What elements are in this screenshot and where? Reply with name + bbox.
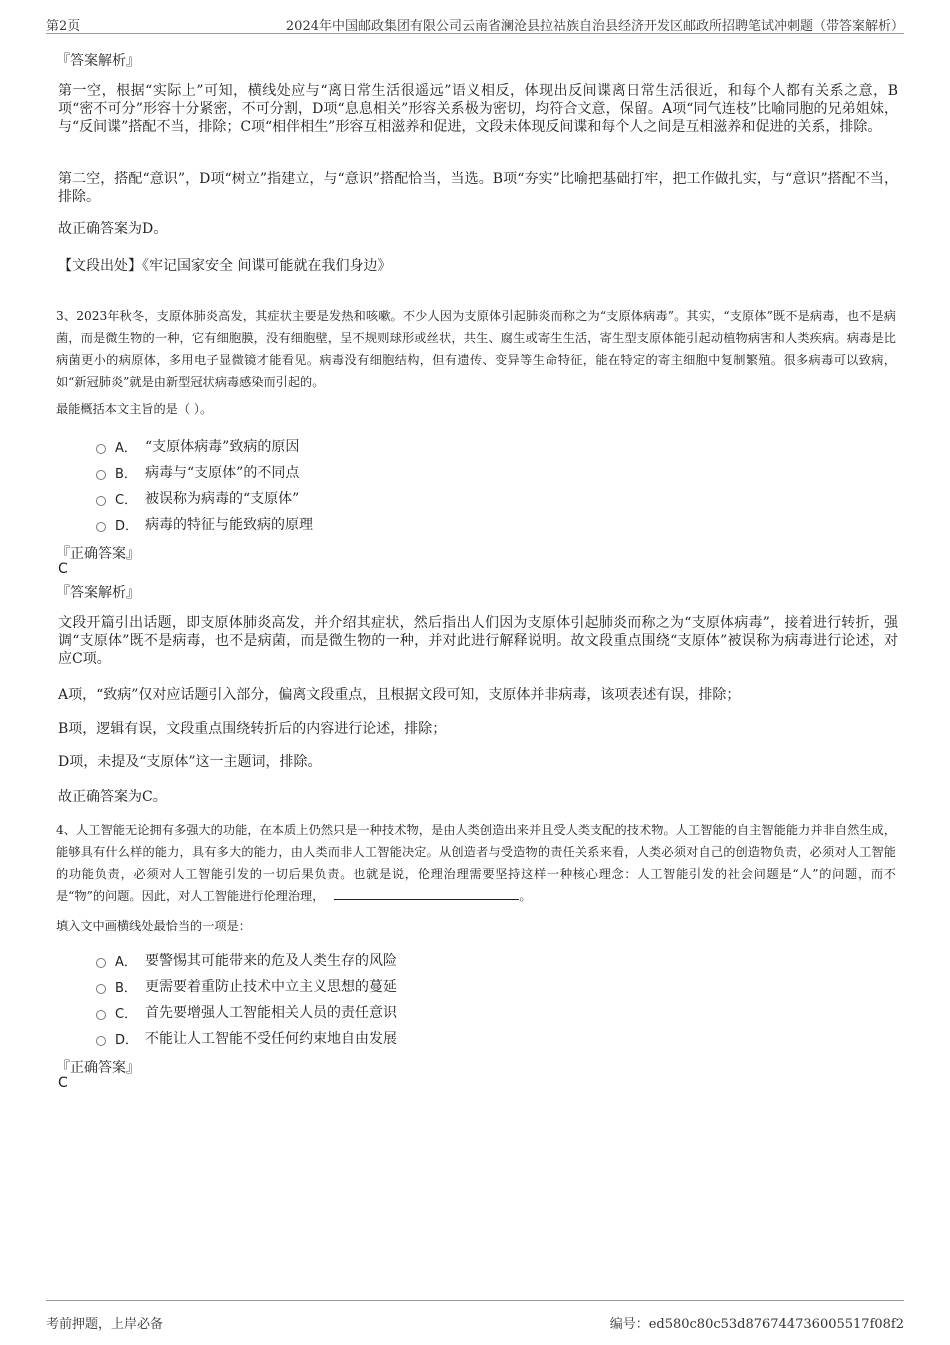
q3-option-b[interactable] [96, 462, 299, 482]
q4-question-body: 4、人工智能无论拥有多强大的功能，在本质上仍然只是一种技术物，是由人类创造出来并且受人类支配的技术物。人工智能的自主智能能力并非自然生成，能够具有什么样的能力，具有多大的能力，由人类而非人工智能决定。从创造者与受造物的责任关系来看，人类必须对自己的创造物负责，必须对人工智能的功能负责，必须对人工智能引发的一切后果负责。也就是说，伦理治理需要坚持这样一种核心理念：人工智能引发的社会问题是“人”的问题，而不是“物”的问题。因此，对人工智能进行伦理治理， [56, 823, 896, 903]
option-letter: D． [115, 518, 139, 534]
footer-note: 考前押题，上岸必备 [46, 1317, 164, 1332]
q3-option-a[interactable] [96, 436, 299, 456]
document-title: 2024年中国邮政集团有限公司云南省澜沧县拉祜族自治县经济开发区邮政所招聘笔试冲刺题（带答案解析） [285, 19, 904, 34]
document-serial: 编号：ed580c80c53d876744736005517f08f2 [609, 1317, 904, 1332]
q4-answer-label: 『正确答案』 [56, 1060, 140, 1076]
radio-icon[interactable] [96, 444, 106, 454]
q4-option-d[interactable] [96, 1028, 397, 1048]
option-letter: D． [115, 1032, 139, 1048]
option-letter: C． [115, 492, 138, 508]
radio-icon[interactable] [96, 522, 106, 532]
option-letter: A． [115, 954, 137, 970]
radio-icon[interactable] [96, 1010, 106, 1020]
q3-option-c[interactable] [96, 488, 299, 508]
q4-question-text [56, 819, 896, 907]
q3-analysis-a: A项，“致病”仅对应话题引入部分，偏离文段重点，且根据文段可知，支原体并非病毒，该项表述有误，排除； [58, 687, 741, 703]
q3-question-text: 3、2023年秋冬，支原体肺炎高发，其症状主要是发热和咳嗽。不少人因为支原体引起肺炎而称之为“支原体病毒”。其实，“支原体”既不是病毒，也不是病菌，而是微生物的一种，它有细胞膜，没有细胞壁，呈不规则球形或丝状，共生、腐生或寄生生活，寄生型支原体能引起动植物病害和人类疾病。病毒是比病菌更小的病原体，多用电子显微镜才能看见。病毒没有细胞结构，但有遗传、变异等生命特征，能在特定的寄主细胞中复制繁殖。很多病毒可以致病，如“新冠肺炎”就是由新型冠状病毒感染而引起的。 [56, 309, 896, 389]
option-text: 被误称为病毒的“支原体” [145, 491, 300, 507]
q4-option-c[interactable] [96, 1002, 397, 1022]
q3-analysis-d: D项，未提及“支原体”这一主题词，排除。 [58, 754, 322, 770]
q2-analysis-paragraph-2: 第二空，搭配“意识”，D项“树立”指建立，与“意识”搭配恰当，当选。B项“夯实”比喻把基础打牢，把工作做扎实，与“意识”搭配不当，排除。 [58, 171, 898, 205]
option-text: 病毒与“支原体”的不同点 [145, 465, 300, 481]
q4-option-b[interactable] [96, 976, 397, 996]
q3-conclusion: 故正确答案为C。 [58, 789, 167, 805]
q3-prompt: 最能概括本文主旨的是（ ）。 [56, 402, 213, 416]
q3-answer: C [58, 561, 68, 577]
option-text: 更需要着重防止技术中立主义思想的蔓延 [145, 979, 397, 995]
radio-icon[interactable] [96, 958, 106, 968]
option-text: 要警惕其可能带来的危及人类生存的风险 [145, 953, 397, 969]
option-letter: B． [115, 466, 137, 482]
q2-analysis-paragraph-1: 第一空，根据“实际上”可知，横线处应与“离日常生活很遥远”语义相反，体现出反间谍离日常生活很近，和每个人都有关系之意，B项“密不可分”形容十分紧密，不可分割，D项“息息相关”形容关系极为密切，均符合文意，保留。A项“同气连枝”比喻同胞的兄弟姐妹，与“反间谍”搭配不当，排除；C项“相伴相生”形容互相滋养和促进，文段未体现反间谍和每个人之间是互相滋养和促进的关系，排除。 [58, 83, 898, 135]
q3-analysis-b: B项，逻辑有误，文段重点围绕转折后的内容进行论述，排除； [58, 721, 447, 737]
option-text: 病毒的特征与能致病的原理 [145, 517, 313, 533]
q2-analysis-label: 『答案解析』 [56, 53, 140, 69]
option-text: “支原体病毒”致病的原因 [145, 439, 300, 455]
page-footer [46, 1300, 904, 1340]
q4-option-a[interactable] [96, 950, 397, 970]
radio-icon[interactable] [96, 984, 106, 994]
q3-analysis-paragraph: 文段开篇引出话题，即支原体肺炎高发，并介绍其症状，然后指出人们因为支原体引起肺炎而称之为“支原体病毒”，接着进行转折，强调“支原体”既不是病毒，也不是病菌，而是微生物的一种，并对此进行解释说明。故文段重点围绕“支原体”被误称为病毒进行论述，对应C项。 [58, 615, 898, 667]
q4-question-end: 。 [519, 889, 532, 903]
page-header [46, 14, 904, 34]
q4-answer: C [58, 1075, 68, 1091]
radio-icon[interactable] [96, 1036, 106, 1046]
option-text: 首先要增强人工智能相关人员的责任意识 [145, 1005, 397, 1021]
q3-analysis-label: 『答案解析』 [56, 585, 140, 601]
option-text: 不能让人工智能不受任何约束地自由发展 [145, 1031, 397, 1047]
radio-icon[interactable] [96, 496, 106, 506]
option-letter: A． [115, 440, 137, 456]
option-letter: B． [115, 980, 137, 996]
q2-source: 【文段出处】《牢记国家安全 间谍可能就在我们身边》 [58, 258, 392, 274]
q3-answer-label: 『正确答案』 [56, 546, 140, 562]
page-number: 第2页 [46, 19, 81, 34]
q4-prompt: 填入文中画横线处最恰当的一项是： [56, 919, 251, 933]
q3-option-d[interactable] [96, 514, 313, 534]
option-letter: C． [115, 1006, 138, 1022]
answer-blank [334, 888, 519, 900]
q2-conclusion: 故正确答案为D。 [58, 221, 168, 237]
radio-icon[interactable] [96, 470, 106, 480]
